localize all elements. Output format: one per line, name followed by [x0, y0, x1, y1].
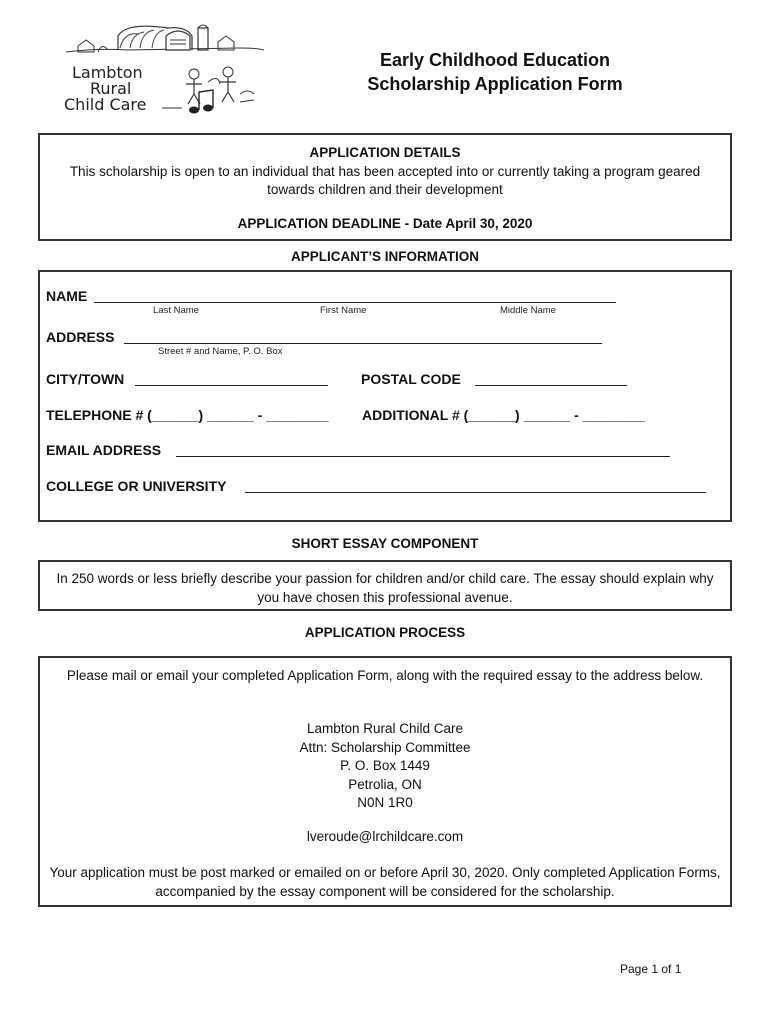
address-line1: Lambton Rural Child Care — [306, 721, 464, 736]
email-field[interactable] — [176, 456, 670, 457]
first-name-hint: First Name — [320, 305, 367, 316]
application-details-box — [38, 133, 732, 241]
document-title — [330, 48, 660, 96]
city-field[interactable] — [135, 385, 328, 386]
title-line2: Scholarship Application Form — [367, 74, 623, 94]
essay-heading: SHORT ESSAY COMPONENT — [291, 536, 479, 551]
postal-code-field[interactable] — [475, 385, 627, 386]
address-line4: Petrolia, ON — [348, 776, 422, 792]
page-number: Page 1 of 1 — [620, 962, 682, 976]
process-box — [38, 656, 732, 907]
logo-text-line1: Lambton — [72, 63, 143, 82]
logo-text-line3: Child Care — [64, 95, 147, 114]
address-line2: Attn: Scholarship Committee — [299, 739, 471, 755]
logo-text-line2: Rural — [90, 79, 132, 98]
organization-logo — [58, 22, 268, 118]
contact-email: lveroude@lrchildcare.com — [306, 829, 464, 844]
street-hint: Street # and Name, P. O. Box — [158, 346, 283, 357]
name-label: NAME — [46, 288, 88, 304]
application-details-heading: APPLICATION DETAILS — [309, 145, 461, 160]
process-intro: Please mail or email your completed Application Form, along with the required essay to the address below. — [66, 668, 704, 683]
applicant-info-heading: APPLICANT’S INFORMATION — [291, 249, 479, 264]
additional-phone-field[interactable]: ADDITIONAL # (______) ______ - ________ — [362, 407, 646, 423]
essay-instructions: In 250 words or less briefly describe your passion for children and/or child care. The essay should explain why you have chosen this professional avenue. — [56, 571, 714, 605]
address-label: ADDRESS — [46, 329, 115, 345]
name-field[interactable] — [94, 302, 616, 303]
email-label: EMAIL ADDRESS — [46, 442, 162, 458]
mailing-address — [48, 720, 722, 813]
city-label: CITY/TOWN — [46, 371, 125, 387]
postal-code-label: POSTAL CODE — [361, 371, 461, 387]
address-field[interactable] — [124, 343, 602, 344]
process-heading: APPLICATION PROCESS — [304, 625, 466, 640]
last-name-hint: Last Name — [153, 305, 199, 316]
applicant-info-box — [38, 270, 732, 522]
college-field[interactable] — [245, 492, 706, 493]
address-line3: P. O. Box 1449 — [340, 758, 430, 773]
middle-name-hint: Middle Name — [500, 305, 556, 316]
telephone-field[interactable]: TELEPHONE # (______) ______ - ________ — [46, 407, 329, 423]
address-line5: N0N 1R0 — [357, 795, 413, 810]
process-closing: Your application must be post marked or emailed on or before April 30, 2020. Only completed Application Forms, accompanied by the essay component will be considered for the scholarship. — [49, 865, 721, 899]
title-line1: Early Childhood Education — [379, 50, 610, 70]
college-label: COLLEGE OR UNIVERSITY — [46, 478, 227, 494]
application-deadline: APPLICATION DEADLINE - Date April 30, 2020 — [237, 216, 533, 231]
application-details-text: This scholarship is open to an individual that has been accepted into or currently taking a program geared towards children and their development — [69, 164, 701, 197]
essay-box — [38, 560, 732, 611]
